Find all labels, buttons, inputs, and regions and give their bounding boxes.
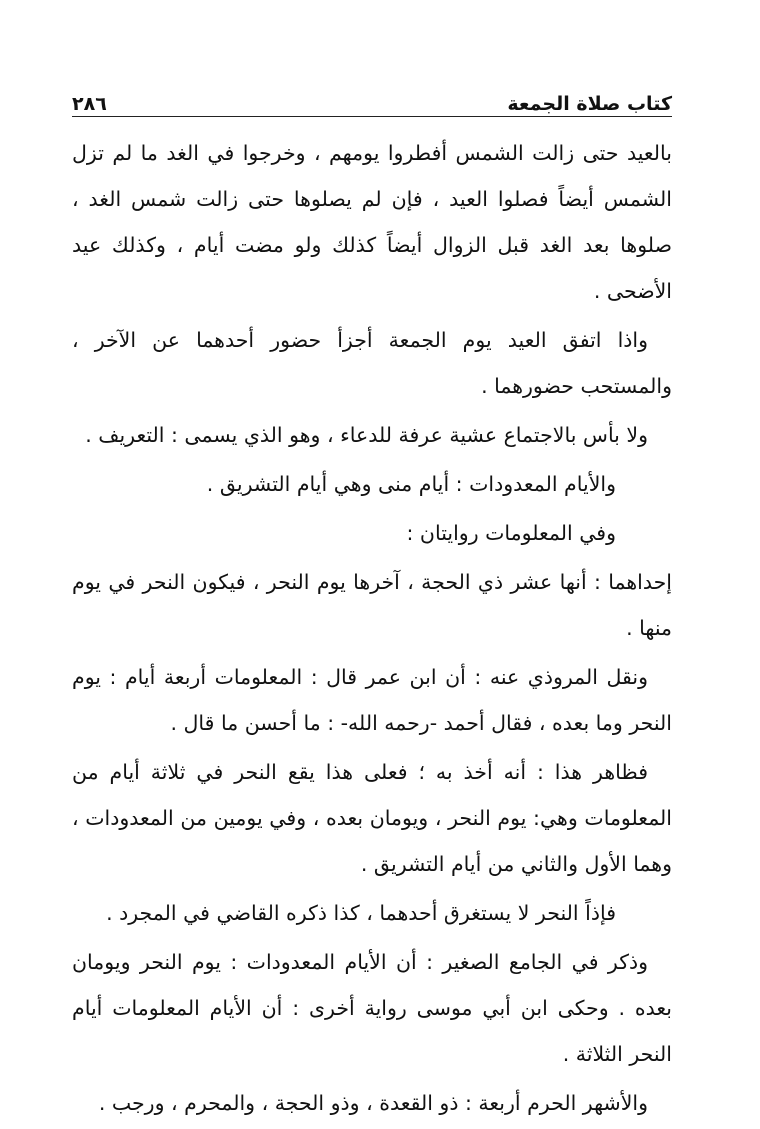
page-body [72,130,672,1129]
paragraph-2: واذا اتفق العيد يوم الجمعة أجزأ حضور أحدهما عن الآخر ، والمستحب حضورهما . [72,328,672,398]
paragraph-1: بالعيد حتى زالت الشمس أفطروا يومهم ، وخرجوا في الغد ما لم تزل الشمس أيضاً فصلوا العيد ، فإن لم يصلوها حتى زالت شمس الغد ، صلوها بعد الغد قبل الزوال أيضاً كذلك ولو مضت أيام ، وكذلك عيد الأضحى . [72,141,672,303]
running-header [72,80,672,114]
paragraph-11: والأشهر الحرم أربعة : ذو القعدة ، وذو الحجة ، والمحرم ، ورجب . [98,1091,648,1115]
paragraph-5: وفي المعلومات روايتان : [406,521,616,545]
header-title: كتاب صلاة الجمعة [507,93,672,115]
paragraph-10: وذكر في الجامع الصغير : أن الأيام المعدودات : يوم النحر ويومان بعده . وحكى ابن أبي موسى رواية أخرى : أن الأيام المعلومات أيام النحر الثلاثة . [72,950,672,1066]
page-number: ٢٨٦ [72,93,107,115]
paragraph-3: ولا بأس بالاجتماع عشية عرفة للدعاء ، وهو الذي يسمى : التعريف . [85,423,648,447]
book-page [72,80,672,1115]
paragraph-8: فظاهر هذا : أنه أخذ به ؛ فعلى هذا يقع النحر في ثلاثة أيام من المعلومات وهي: يوم النحر ، ويومان بعده ، وفي يومين من المعدودات ، وهما الأول والثاني من أيام التشريق . [72,760,672,876]
header-divider [72,116,672,117]
paragraph-4: والأيام المعدودات : أيام منى وهي أيام التشريق . [206,472,616,496]
paragraph-7: ونقل المروذي عنه : أن ابن عمر قال : المعلومات أربعة أيام : يوم النحر وما بعده ، فقال أحمد -رحمه الله- : ما أحسن ما قال . [72,665,672,735]
paragraph-9: فإذاً النحر لا يستغرق أحدهما ، كذا ذكره القاضي في المجرد . [106,901,616,925]
paragraph-6: إحداهما : أنها عشر ذي الحجة ، آخرها يوم النحر ، فيكون النحر في يوم منها . [72,570,672,640]
